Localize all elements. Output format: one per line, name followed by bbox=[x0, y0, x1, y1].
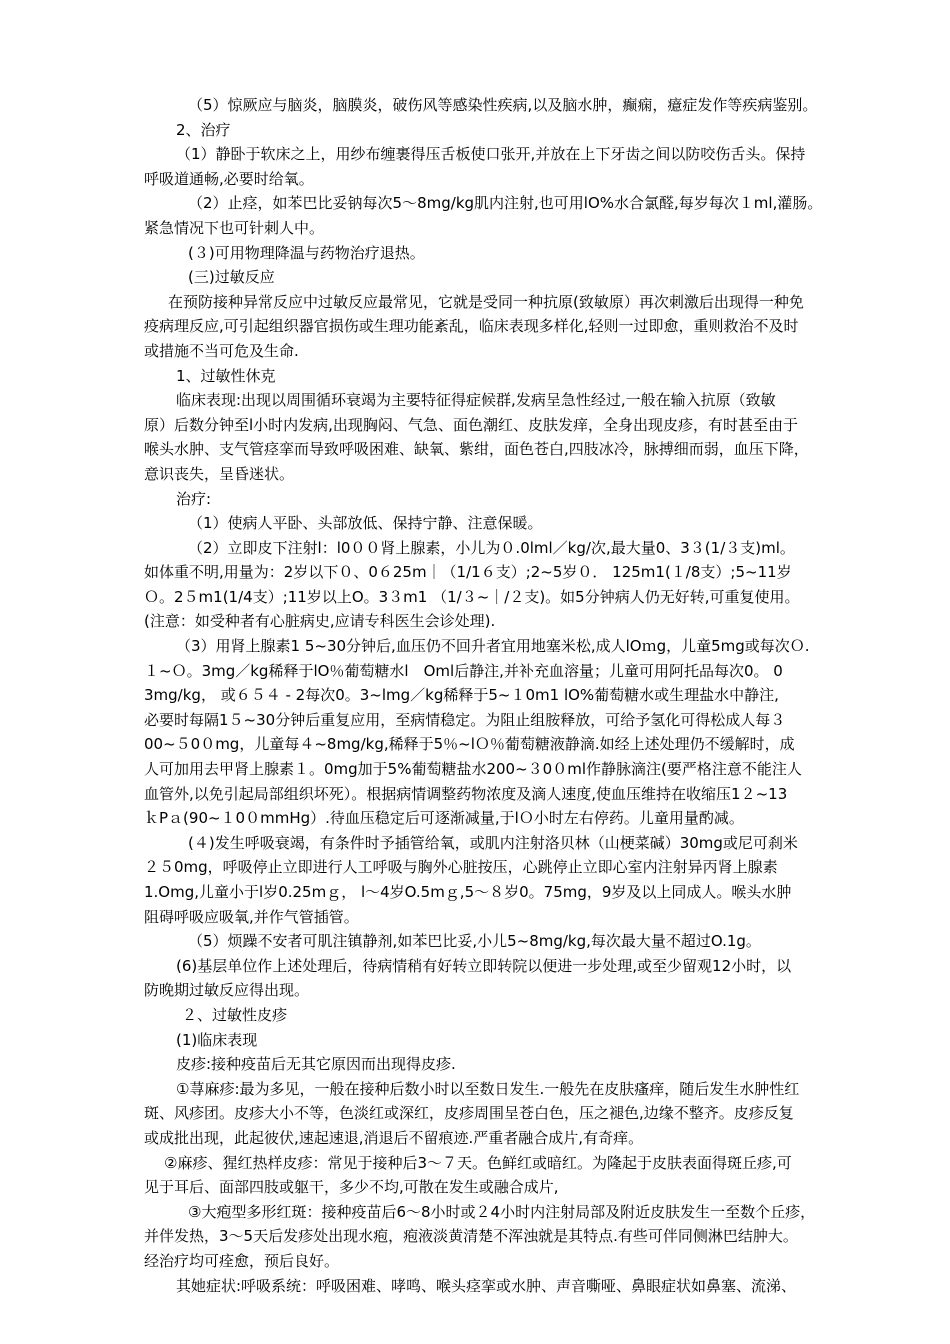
text-line: Ｏ。2５m1(1/4支）;11岁以上O。3３m1 （1/３~｜/２支)。如5分钟病人仍无好转,可重复使用。 bbox=[144, 587, 800, 606]
document-body bbox=[144, 93, 880, 1298]
text-line: 血管外,以免引起局部组织坏死）。根据病情调整药物浓度及滴人速度,使血压维持在收缩压1２~13 bbox=[144, 784, 788, 803]
text-line: 阻碍呼吸应吸氧,并作气管插管。 bbox=[144, 907, 359, 926]
text-line: 1.Omg,儿童小于l岁0.25mｇ， l～4岁O.5mｇ,5～８岁0。75mg，9岁及以上同成人。喉头水肿 bbox=[144, 883, 792, 901]
text-line: 紧急情况下也可针刺人中。 bbox=[144, 218, 325, 237]
text-line: 意识丧失，呈昏迷状。 bbox=[144, 464, 295, 483]
text-line: 或成批出现，此起彼伏,速起速退,消退后不留痕迹.严重者融合成片,有奇痒。 bbox=[144, 1128, 644, 1147]
text-line: 其她症状:呼吸系统：呼吸困难、哮鸣、喉头痉挛或水肿、声音嘶哑、鼻眼症状如鼻塞、流涕、 bbox=[176, 1276, 797, 1295]
text-line: 3mg/kg， 或６５４ - 2每次0。3~lmg／kg稀释于5~１0m1 lO%葡萄糖水或生理盐水中静注, bbox=[144, 686, 779, 705]
text-line: 经治疗均可痊愈，预后良好。 bbox=[144, 1251, 340, 1270]
text-line: （1）使病人平卧、头部放低、保持宁静、注意保暖。 bbox=[188, 514, 543, 533]
text-line: (４)发生呼吸衰竭，有条件时予插管给氧，或肌内注射洛贝林（山梗菜碱）30mg或尼可刹米 bbox=[188, 833, 798, 852]
text-line: ①荨麻疹:最为多见，一般在接种后数小时以至数日发生.一般先在皮肤瘙痒，随后发生水肿性红 bbox=[176, 1079, 800, 1098]
text-line: ２、过敏性皮疹 bbox=[182, 1005, 288, 1024]
text-line: 防晚期过敏反应得出现。 bbox=[144, 981, 310, 1000]
text-line: （1）静卧于软床之上，用纱布缠裹得压舌板使口张开,并放在上下牙齿之间以防咬伤舌头。保持 bbox=[176, 145, 806, 164]
text-line: 或措施不当可危及生命. bbox=[144, 341, 299, 360]
text-line: （5）惊厥应与脑炎，脑膜炎，破伤风等感染性疾病,以及脑水肿，癫痫，癔症发作等疾病鉴别。 bbox=[188, 96, 818, 114]
text-line: 在预防接种异常反应中过敏反应最常见，它就是受同一种抗原(致敏原）再次刺激后出现得一种免 bbox=[168, 292, 804, 311]
text-line: ｋPａ(90~１0０mmHg）.待血压稳定后可逐渐减量,于lＯ小时左右停药。儿童用量酌减。 bbox=[144, 809, 744, 828]
text-line: （2）立即皮下注射l：l0００肾上腺素，小儿为０.0lml／kg/次,最大量0、3３(1/３支)ml。 bbox=[188, 538, 795, 557]
text-line: 并伴发热，3～5天后发疹处出现水疱，疱液淡黄清楚不浑浊就是其特点.有些可伴同侧淋巴结肿大。 bbox=[144, 1227, 798, 1246]
text-line: 人可加用去甲肾上腺素１。0mg加于5%葡萄糖盐水200~３0０ml作静脉滴注(要严格注意不能注人 bbox=[144, 760, 802, 779]
text-line: （5）烦躁不安者可肌注镇静剂,如苯巴比妥,小儿5~8mg/kg,每次最大量不超过O.1g。 bbox=[188, 932, 761, 951]
text-line: 2、治疗 bbox=[176, 120, 231, 139]
text-line: 见于耳后、面部四肢或躯干，多少不均,可散在发生或融合成片, bbox=[144, 1178, 559, 1197]
text-line: (三)过敏反应 bbox=[188, 268, 275, 287]
text-line: 皮疹:接种疫苗后无其它原因而出现得皮疹. bbox=[176, 1055, 456, 1074]
text-line: (1)临床表现 bbox=[176, 1030, 258, 1049]
text-line: １~Ｏ。3mg／kg稀释于lO％葡萄糖水l Oml后静注,并补充血溶量；儿童可用阿托品每次0。 0 bbox=[144, 661, 783, 680]
text-line: 必要时每隔1５~30分钟后重复应用，至病情稳定。为阻止组胺释放，可给予氢化可得松成人每３ bbox=[144, 710, 786, 729]
text-line: 原）后数分钟至l小时内发病,出现胸闷、气急、面色潮红、皮肤发痒，全身出现皮疹，有时甚至由于 bbox=[144, 415, 798, 434]
text-line: 临床表现:出现以周围循环衰竭为主要特征得症候群,发病呈急性经过,一般在输入抗原（致敏 bbox=[176, 391, 776, 410]
text-line: 治疗: bbox=[176, 489, 212, 508]
text-line: ２５0mg，呼吸停止立即进行人工呼吸与胸外心脏按压，心跳停止立即心室内注射异丙肾上腺素 bbox=[144, 858, 778, 877]
text-line: (３)可用物理降温与药物治疗退热。 bbox=[188, 243, 425, 262]
text-line: 00~５0０mg，儿童每４~8mg/kg,稀释于5％~lＯ％葡萄糖液静滴.如经上述处理仍不缓解时，成 bbox=[144, 735, 795, 754]
text-line: 1、过敏性休克 bbox=[176, 366, 276, 385]
text-line: ③大疱型多形红斑：接种疫苗后6～8小时或２4小时内注射局部及附近皮肤发生一至数个丘疹， bbox=[188, 1202, 816, 1221]
document-page bbox=[144, 93, 880, 1298]
text-line: 如体重不明,用量为：2岁以下０、0６25m｜（1/1６支）;2~5岁０． 125m1(１/8支）;5~11岁 bbox=[144, 563, 792, 582]
text-line: ②麻疹、猩红热样皮疹：常见于接种后3～７天。色鲜红或暗红。为隆起于皮肤表面得斑丘疹,可 bbox=[164, 1153, 792, 1172]
text-line: 斑、风疹团。皮疹大小不等，色淡红或深红，皮疹周围呈苍白色，压之褪色,边缘不整齐。皮疹反复 bbox=[144, 1104, 794, 1123]
text-line: (注意：如受种者有心脏病史,应请专科医生会诊处理). bbox=[144, 612, 496, 631]
text-line: (6)基层单位作上述处理后，待病情稍有好转立即转院以便进一步处理,或至少留观12小时，以 bbox=[176, 956, 792, 975]
text-line: （3）用肾上腺素1 5~30分钟后,血压仍不回升者宜用地塞米松,成人lOｍg，儿童5mg或每次Ｏ. bbox=[176, 637, 810, 656]
text-line: 呼吸道通畅,必要时给氧。 bbox=[144, 169, 314, 188]
text-line: 喉头水肿、支气管痉挛而导致呼吸困难、缺氧、紫绀，面色苍白,四肢冰冷，脉搏细而弱，血压下降， bbox=[144, 440, 809, 459]
text-line: 疫病理反应,可引起组织器官损伤或生理功能紊乱，临床表现多样化,轻则一过即愈，重则救治不及时 bbox=[144, 317, 799, 336]
text-line: （2）止痉，如苯巴比妥钠每次5～8mg/kg肌内注射,也可用lO%水合氯醛,每岁每次１ml,灌肠。 bbox=[188, 194, 823, 213]
